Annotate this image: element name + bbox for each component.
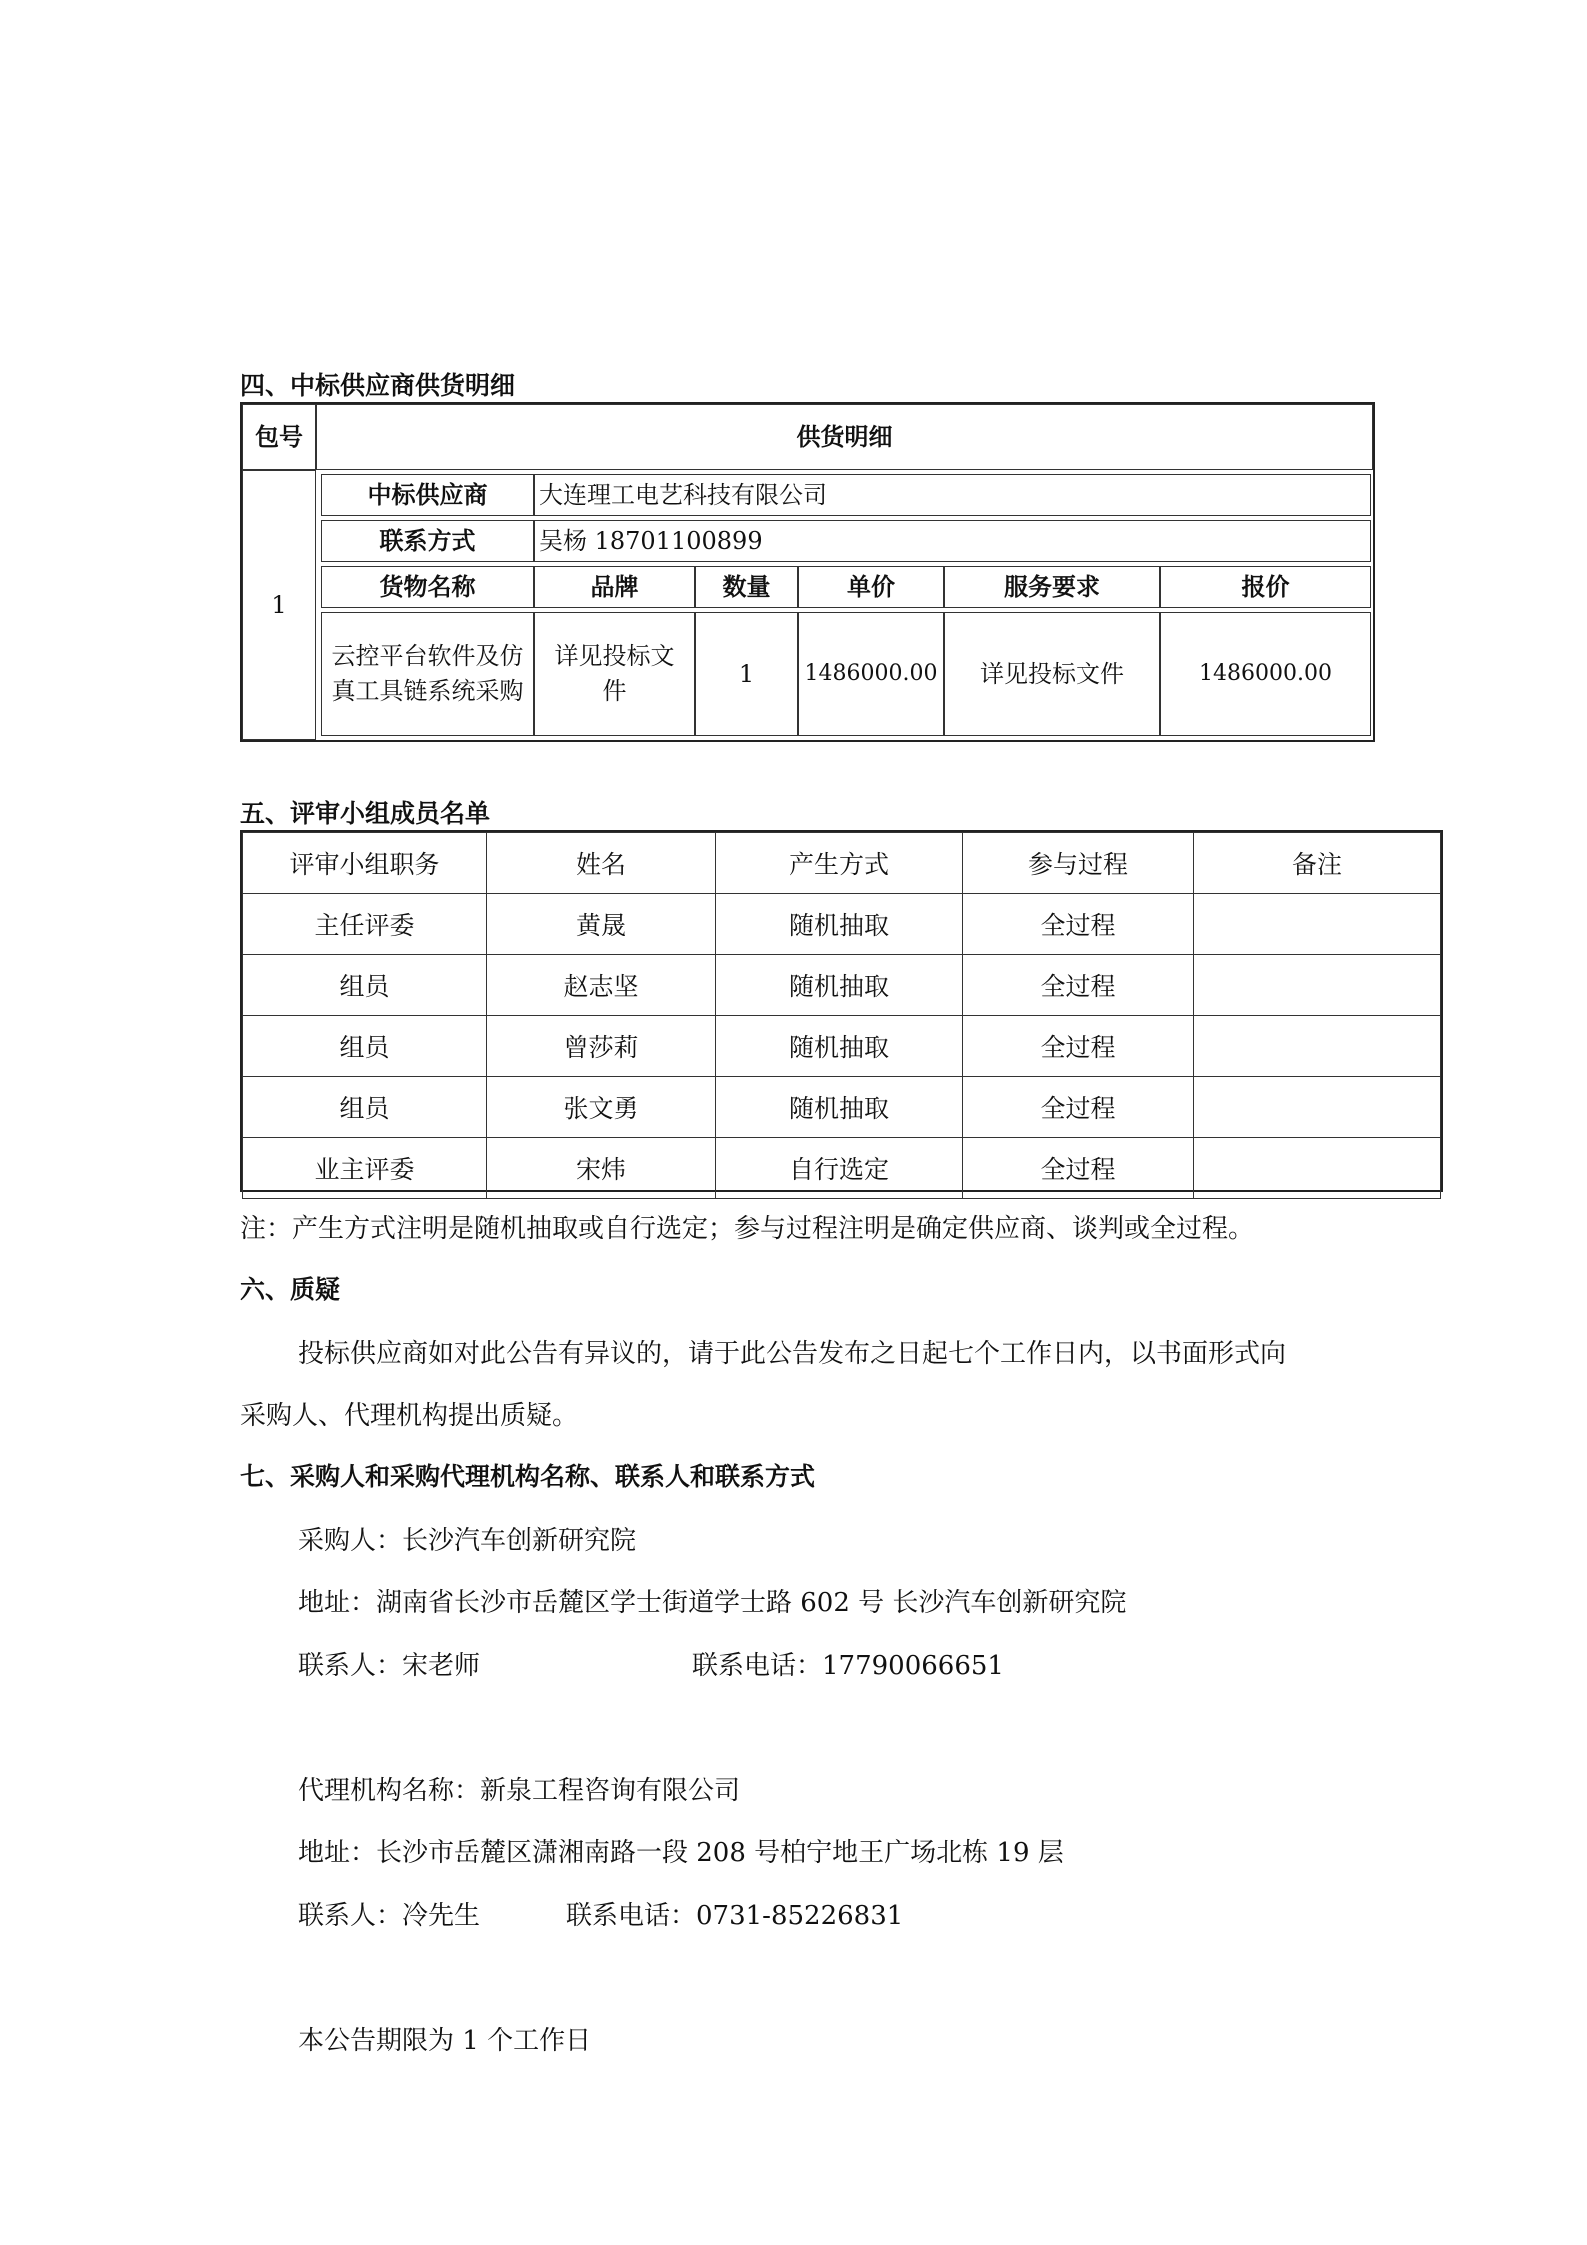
remark — [1194, 1138, 1441, 1199]
col-quantity: 数量 — [695, 566, 798, 608]
agency-contact: 联系人：冷先生 — [298, 1901, 481, 1931]
col-name: 姓名 — [486, 833, 715, 894]
remark — [1194, 894, 1441, 955]
contact-value: 吴杨 18701100899 — [534, 520, 1371, 562]
method: 自行选定 — [716, 1138, 963, 1199]
role: 组员 — [243, 1016, 487, 1077]
agency-name: 代理机构名称：新泉工程咨询有限公司 — [298, 1776, 741, 1806]
process: 全过程 — [962, 1016, 1193, 1077]
quote: 1486000.00 — [1160, 612, 1371, 736]
purchaser-contact: 联系人：宋老师 — [298, 1651, 481, 1681]
agency-phone: 联系电话：0731-85226831 — [566, 1901, 904, 1931]
col-quote: 报价 — [1160, 566, 1371, 608]
table-row — [243, 894, 1441, 955]
objection-text-line1: 投标供应商如对此公告有异议的，请于此公告发布之日起七个工作日内，以书面形式向 — [298, 1339, 1287, 1369]
purchaser-phone: 联系电话：17790066651 — [692, 1651, 1004, 1681]
table-row — [243, 1077, 1441, 1138]
objection-text-line2: 采购人、代理机构提出质疑。 — [240, 1401, 579, 1431]
supplier-value: 大连理工电艺科技有限公司 — [534, 474, 1371, 516]
section6-heading: 六、质疑 — [240, 1275, 341, 1304]
role: 主任评委 — [243, 894, 487, 955]
col-role: 评审小组职务 — [243, 833, 487, 894]
header-supply-detail: 供货明细 — [316, 404, 1373, 470]
name: 宋炜 — [486, 1138, 715, 1199]
review-panel-table — [240, 830, 1443, 1192]
section4-heading: 四、中标供应商供货明细 — [240, 371, 516, 400]
contact-label: 联系方式 — [321, 520, 534, 562]
method: 随机抽取 — [716, 1077, 963, 1138]
service-requirement: 详见投标文件 — [944, 612, 1160, 736]
role: 业主评委 — [243, 1138, 487, 1199]
col-process: 参与过程 — [962, 833, 1193, 894]
role: 组员 — [243, 955, 487, 1016]
process: 全过程 — [962, 1077, 1193, 1138]
table-row — [243, 1016, 1441, 1077]
col-unit-price: 单价 — [798, 566, 944, 608]
name: 张文勇 — [486, 1077, 715, 1138]
table-header-row — [243, 833, 1441, 894]
name: 黄晟 — [486, 894, 715, 955]
remark — [1194, 1077, 1441, 1138]
supplier-label: 中标供应商 — [321, 474, 534, 516]
col-brand: 品牌 — [534, 566, 695, 608]
col-remark: 备注 — [1194, 833, 1441, 894]
header-package-no: 包号 — [242, 404, 316, 470]
remark — [1194, 955, 1441, 1016]
name: 曾莎莉 — [486, 1016, 715, 1077]
process: 全过程 — [962, 955, 1193, 1016]
section5-heading: 五、评审小组成员名单 — [240, 799, 491, 828]
unit-price: 1486000.00 — [798, 612, 944, 736]
package-number: 1 — [242, 470, 316, 740]
method: 随机抽取 — [716, 1016, 963, 1077]
process: 全过程 — [962, 894, 1193, 955]
col-service: 服务要求 — [944, 566, 1160, 608]
purchaser-name: 采购人：长沙汽车创新研究院 — [298, 1526, 637, 1556]
section7-heading: 七、采购人和采购代理机构名称、联系人和联系方式 — [240, 1462, 816, 1491]
supply-detail-table — [240, 402, 1375, 742]
notice-period: 本公告期限为 1 个工作日 — [298, 2026, 592, 2056]
remark — [1194, 1016, 1441, 1077]
agency-address: 地址：长沙市岳麓区潇湘南路一段 208 号柏宁地王广场北栋 19 层 — [298, 1838, 1064, 1868]
method: 随机抽取 — [716, 955, 963, 1016]
quantity: 1 — [695, 612, 798, 736]
review-note: 注：产生方式注明是随机抽取或自行选定；参与过程注明是确定供应商、谈判或全过程。 — [240, 1214, 1255, 1244]
table-row — [243, 1138, 1441, 1199]
table-row — [243, 955, 1441, 1016]
process: 全过程 — [962, 1138, 1193, 1199]
role: 组员 — [243, 1077, 487, 1138]
brand: 详见投标文件 — [534, 612, 695, 736]
method: 随机抽取 — [716, 894, 963, 955]
col-method: 产生方式 — [716, 833, 963, 894]
col-goods-name: 货物名称 — [321, 566, 534, 608]
name: 赵志坚 — [486, 955, 715, 1016]
goods-name: 云控平台软件及仿真工具链系统采购 — [321, 612, 534, 736]
purchaser-address: 地址：湖南省长沙市岳麓区学士街道学士路 602 号 长沙汽车创新研究院 — [298, 1588, 1127, 1618]
